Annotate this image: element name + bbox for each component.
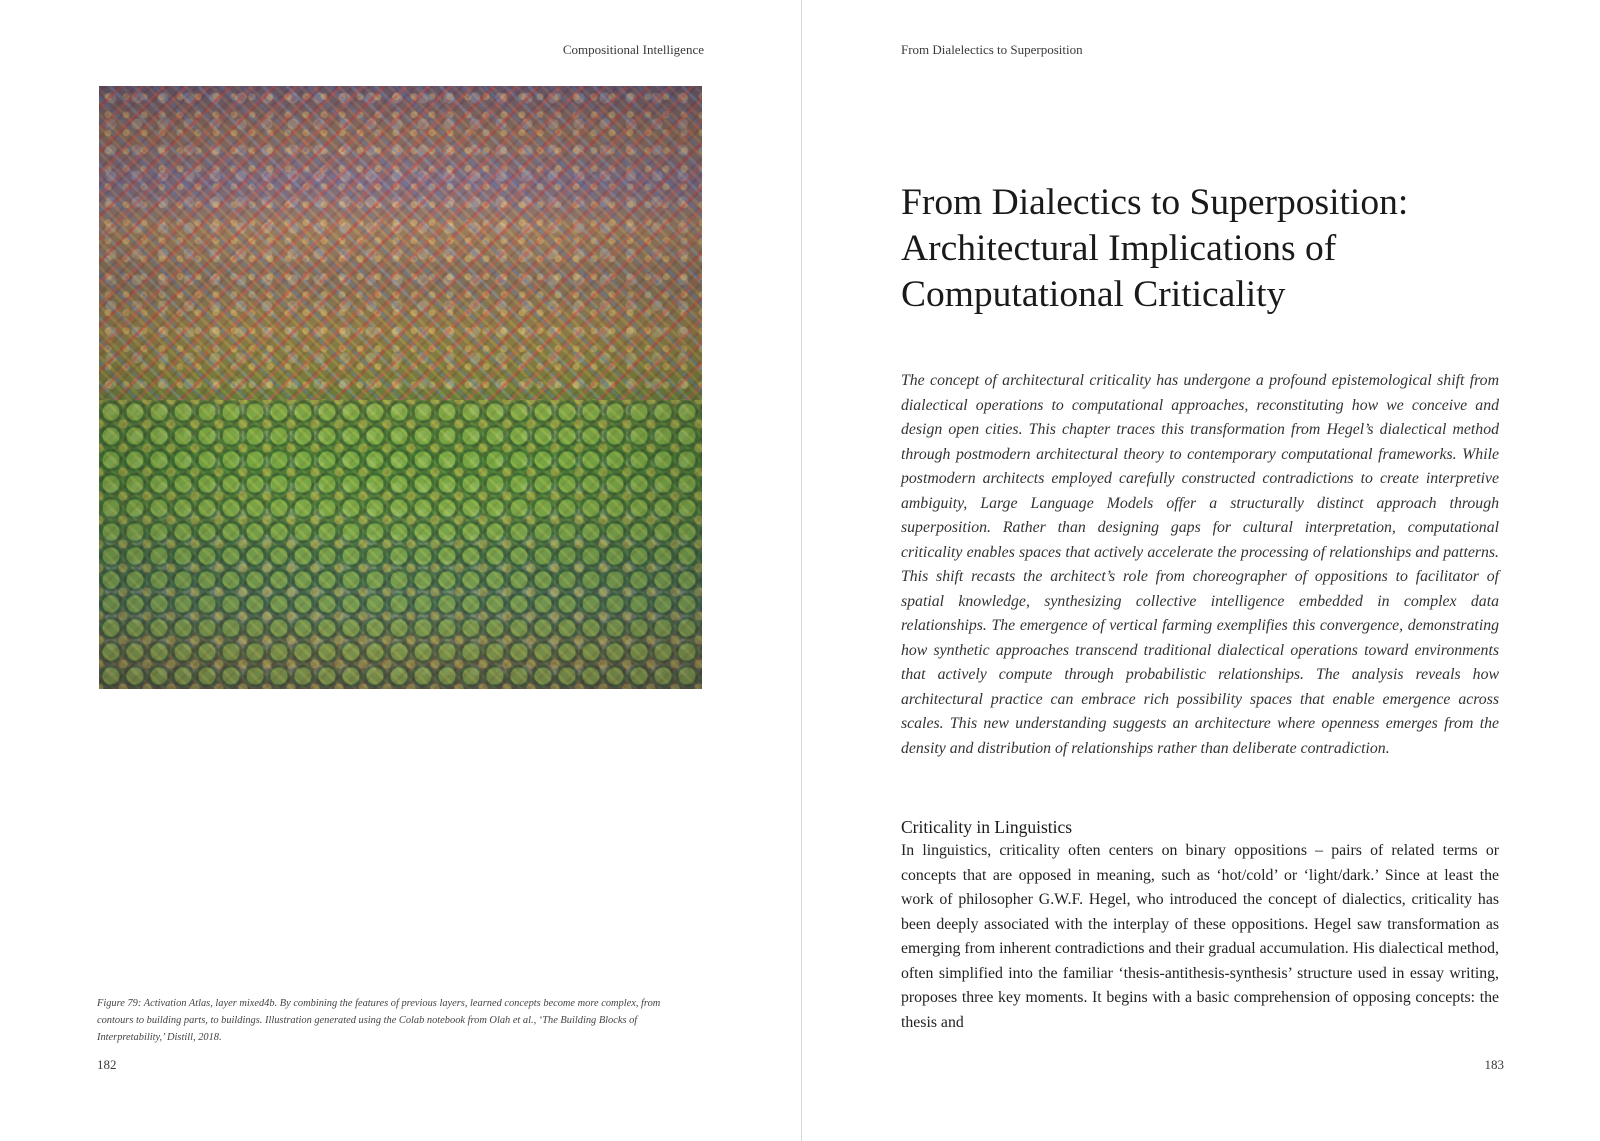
figure-vignette (99, 86, 702, 689)
activation-atlas-figure (99, 86, 702, 689)
running-head-left: Compositional Intelligence (562, 42, 704, 57)
running-head-right: From Dialelectics to Superposition (901, 42, 1083, 57)
section-heading: Criticality in Linguistics (901, 817, 1073, 837)
right-page (802, 0, 1600, 1141)
page-number-left: 182 (97, 1057, 117, 1072)
chapter-title: From Dialectics to Superposition: Architectural Implications of Computational Criticality (901, 182, 1409, 315)
body-paragraph: In linguistics, criticality often centers on binary oppositions – pairs of related terms or concepts that are opposed in meaning, such as ‘hot/cold’ or ‘light/dark.’ Since at least the work of philosopher G.W.F. Hegel, who introduced the concept of dialectics, criticality has been deeply associated with the interplay of these oppositions. Hegel saw transformation as emerging from inherent contradictions and their gradual accumulation. His dialectical method, often simplified into the familiar ‘thesis-antithesis-synthesis’ structure used in essay writing, proposes three key moments. It begins with a basic comprehension of opposing concepts: the thesis and (901, 842, 1499, 1031)
chapter-abstract: The concept of architectural criticality has undergone a profound epistemological shift from dialectical operations to computational approaches, reconstituting how we conceive and design open cities. This chapter traces this transformation from Hegel’s dialectical method through postmodern architectural theory to contemporary computational frameworks. While postmodern architects employed carefully constructed contradictions to create interpretive ambiguity, Large Language Models offer a structurally distinct approach through superposition. Rather than designing gaps for cultural interpretation, computational criticality enables spaces that actively accelerate the processing of relationships and patterns. This shift recasts the architect’s role from choreographer of oppositions to facilitator of spatial knowledge, synthesizing collective intelligence embedded in complex data relationships. The emergence of vertical farming exemplifies this convergence, demonstrating how synthetic approaches transcend traditional dialectical operations toward environments that actively compute through probabilistic relationships. The analysis reveals how architectural practice can embrace rich possibility spaces that enable emergence across scales. This new understanding suggests an architecture where openness emerges from the density and distribution of relationships rather than deliberate contradiction. (901, 372, 1499, 757)
page-number-right: 183 (1484, 1057, 1504, 1072)
figure-caption: Figure 79: Activation Atlas, layer mixed4b. By combining the features of previous layers, learned concepts become more complex, from contours to building parts, to buildings. Illustration generated using the Colab notebook from Olah et al., ‘The Building Blocks of Interpretability,’ Distill, 2018. (97, 998, 661, 1044)
